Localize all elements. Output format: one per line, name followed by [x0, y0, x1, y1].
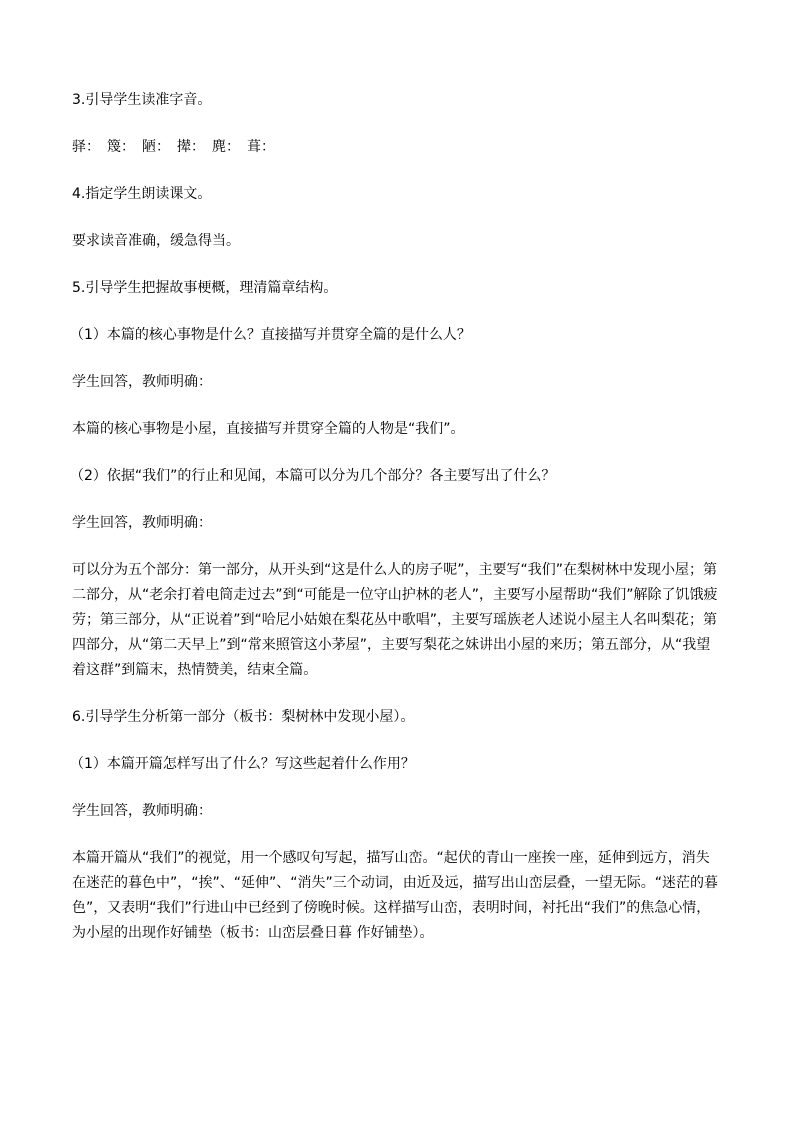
answer-intro-1: 学生回答，教师明确： — [72, 374, 212, 390]
character-list: 驿： 篾： 陋： 撵： 麂： 葺： — [72, 139, 275, 155]
answer-intro-3: 学生回答，教师明确： — [72, 803, 212, 819]
question-2: （2）依据“我们”的行止和见闻，本篇可以分为几个部分？各主要写出了什么？ — [70, 468, 556, 484]
step-5-heading: 5.引导学生把握故事梗概，理清篇章结构。 — [72, 280, 338, 296]
answer-1: 本篇的核心事物是小屋，直接描写并贯穿全篇的人物是“我们”。 — [72, 421, 465, 437]
step-4-heading: 4.指定学生朗读课文。 — [72, 186, 212, 202]
document-page — [72, 88, 722, 968]
answer-3: 本篇开篇从“我们”的视觉，用一个感叹句写起，描写山峦。“起伏的青山一座挨一座，延伸到远方，消失在迷茫的暮色中”，“挨”、“延伸”、“消失”三个动词，由近及远，描写出山峦层叠，一望无际。“迷茫的暮色”，又表明“我们”行进山中已经到了傍晚时候。这样描写山峦，表明时间，衬托出“我们”的焦急心情，为小屋的出现作好铺垫（板书：山峦层叠日暮 作好铺垫）。 — [72, 850, 719, 941]
step-3-heading: 3.引导学生读准字音。 — [72, 92, 212, 108]
question-3: （1）本篇开篇怎样写出了什么？写这些起着什么作用？ — [70, 756, 415, 772]
reading-requirement: 要求读音准确，缓急得当。 — [72, 233, 240, 249]
step-6-heading: 6.引导学生分析第一部分（板书：梨树林中发现小屋）。 — [72, 709, 415, 725]
answer-2: 可以分为五个部分：第一部分，从开头到“这是什么人的房子呢”，主要写“我们”在梨树林中发现小屋；第二部分，从“老余打着电筒走过去”到“可能是一位守山护林的老人”，主要写小屋帮助“我们”解除了饥饿疲劳；第三部分，从“正说着”到“哈尼小姑娘在梨花丛中歌唱”，主要写瑶族老人述说小屋主人名叫梨花；第四部分，从“第二天早上”到“常来照管这小茅屋”，主要写梨花之妹讲出小屋的来历；第五部分，从“我望着这群”到篇末，热情赞美，结束全篇。 — [72, 562, 718, 678]
answer-intro-2: 学生回答，教师明确： — [72, 515, 212, 531]
question-1: （1）本篇的核心事物是什么？直接描写并贯穿全篇的是什么人？ — [70, 327, 471, 343]
